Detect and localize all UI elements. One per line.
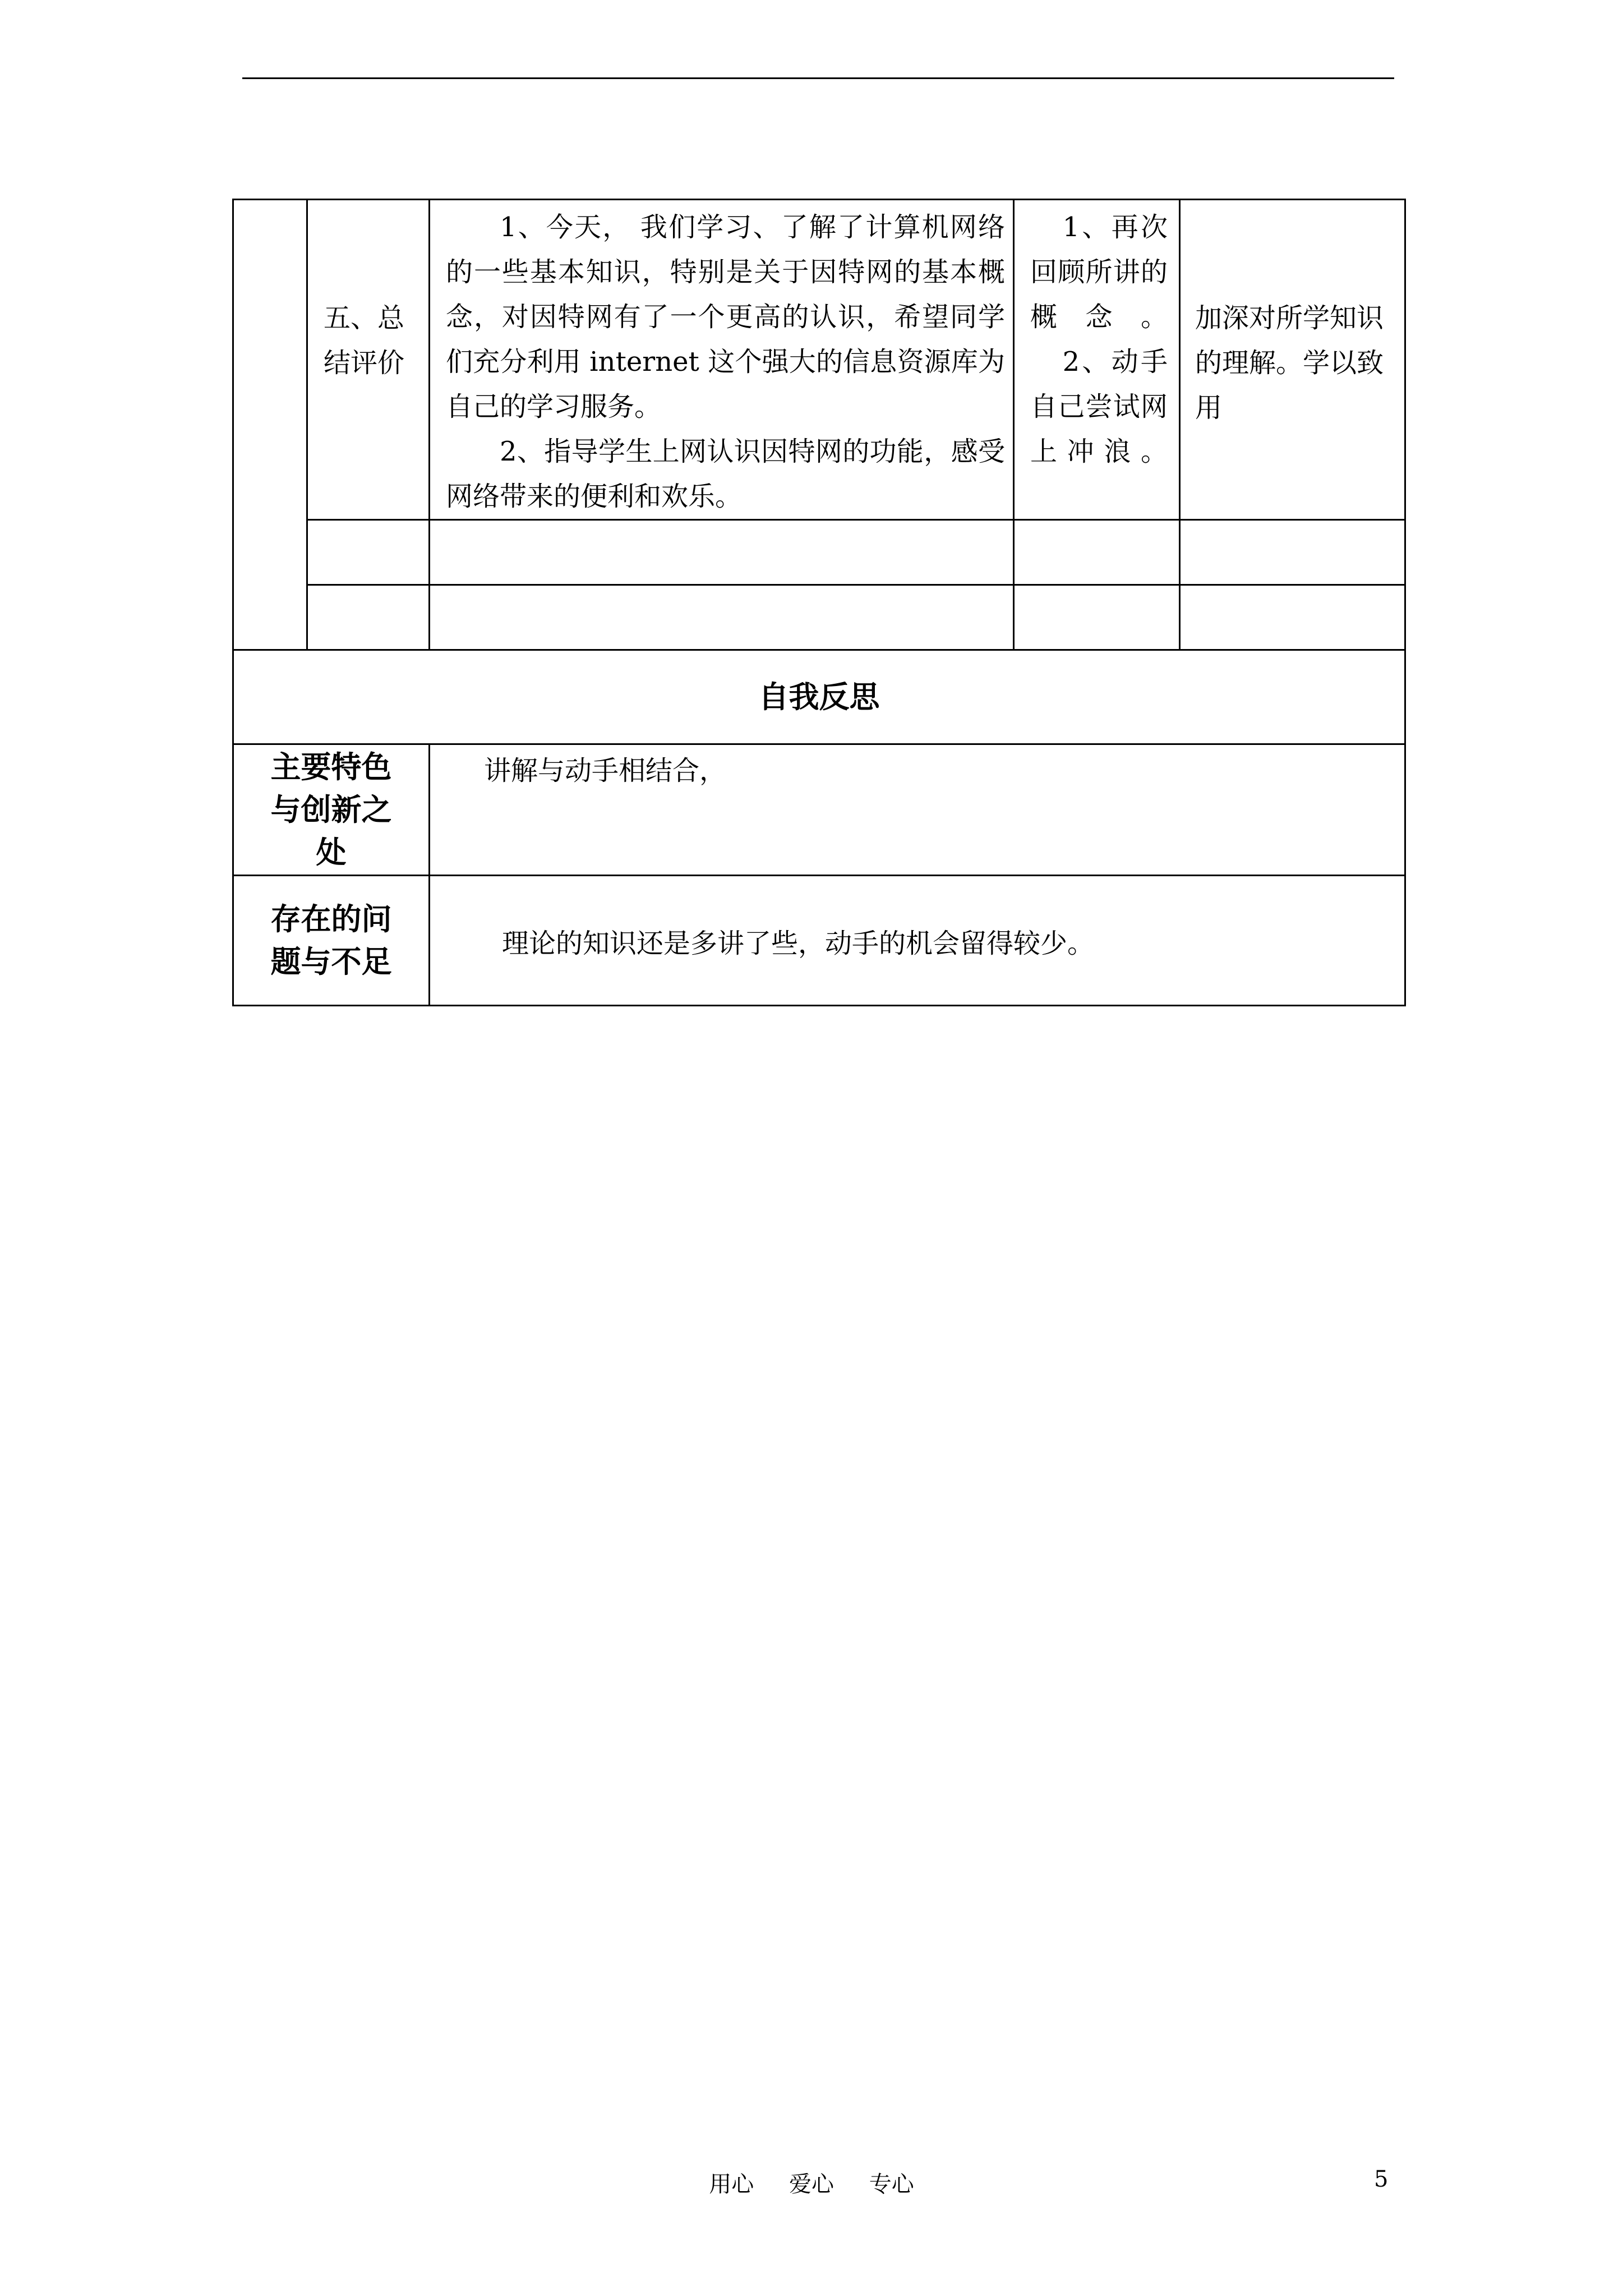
empty-cell [307,520,430,585]
features-label-cell [233,744,430,876]
teacher-activity-1: 1、今天， 我们学习、了解了计算机网络的一些基本知识，特别是关于因特网的基本概念，对因特网有了一个更高的认识，希望同学们充分利用 internet 这个强大的信息资源库为自己的学习服务。 [446,211,1005,422]
header-rule [242,77,1394,79]
reflection-title-cell [233,650,1405,744]
issues-row [233,876,1405,1006]
design-intent-text: 加深对所学知识的理解。学以致用 [1195,302,1384,424]
empty-cell [1180,520,1405,585]
empty-cell [1014,585,1180,650]
empty-cell [307,585,430,650]
page-number: 5 [1374,2166,1389,2192]
issues-text-cell [430,876,1405,1006]
lesson-table [232,199,1406,1006]
footer-motto: 用心 爱心 专心 [709,2171,914,2197]
student-activity-2: 2、动手自己尝试网上冲浪。 [1030,346,1168,467]
stage-cell [307,200,430,520]
summary-row [233,200,1405,520]
empty-cell [430,585,1014,650]
empty-row [233,520,1405,585]
issues-label-cell [233,876,430,1006]
empty-cell [430,520,1014,585]
features-text: 讲解与动手相结合， [484,755,727,786]
empty-row [233,585,1405,650]
teacher-activity-2: 2、指导学生上网认识因特网的功能，感受网络带来的便利和欢乐。 [446,436,1005,512]
features-text-cell [430,744,1405,876]
features-label: 主要特色与创新之处 [270,749,392,870]
reflection-title: 自我反思 [758,679,880,715]
features-row [233,744,1405,876]
reflection-title-row [233,650,1405,744]
phase-column-cell [233,200,307,650]
student-activity-1: 1、再次回顾所讲的概念。 [1030,211,1168,333]
empty-cell [1014,520,1180,585]
issues-text: 理论的知识还是多讲了些，动手的机会留得较少。 [502,928,1095,959]
teacher-activity-cell [430,200,1014,520]
empty-cell [1180,585,1405,650]
issues-label: 存在的问题与不足 [270,901,392,979]
design-intent-cell [1180,200,1405,520]
stage-label: 五、总结评价 [324,302,405,379]
student-activity-cell [1014,200,1180,520]
